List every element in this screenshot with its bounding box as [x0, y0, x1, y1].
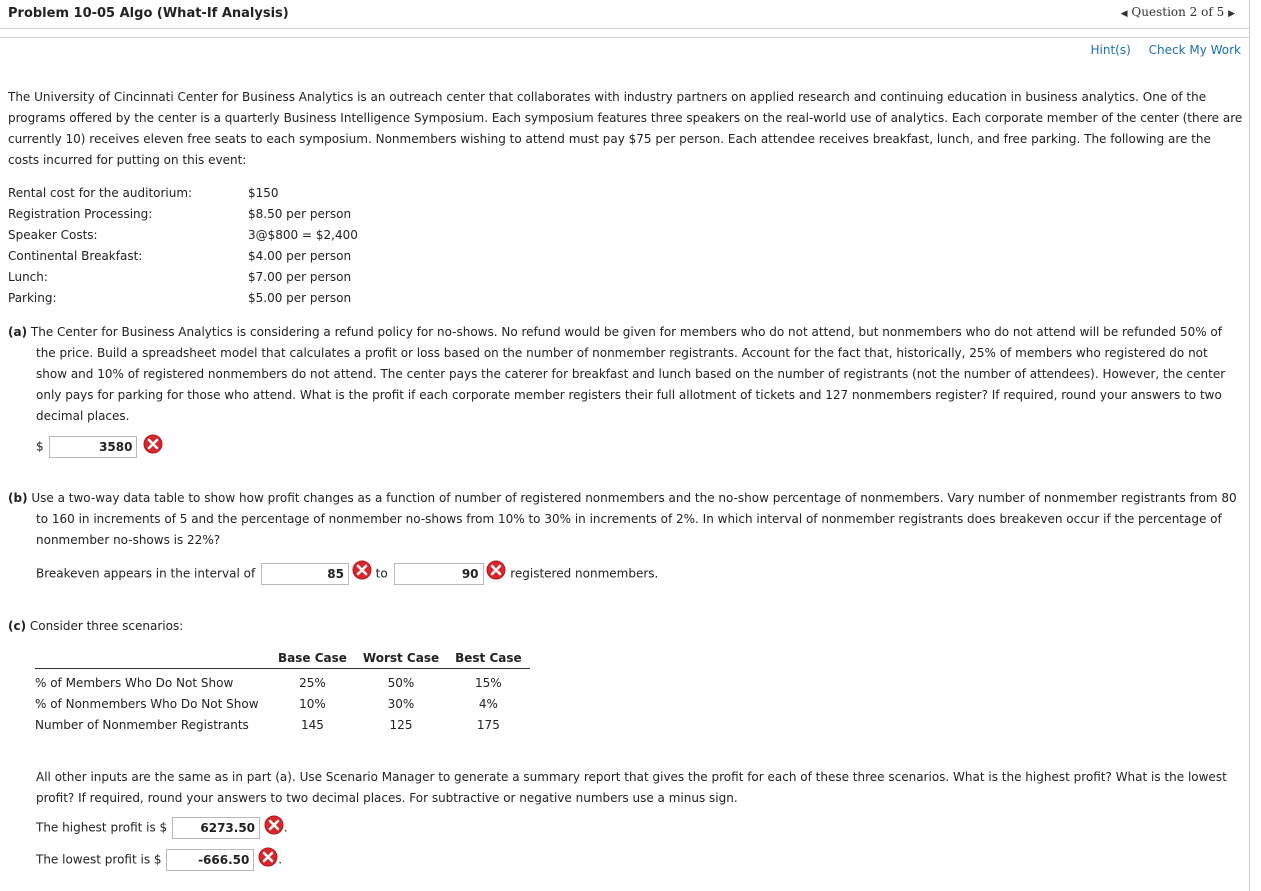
- cost-label: Rental cost for the auditorium:: [8, 185, 193, 200]
- part-a-answer-row: [36, 436, 163, 458]
- part-a-text: The Center for Business Analytics is considering a refund policy for no-shows. No refund would be given for members who do not attend, but nonmembers who do not attend will be refunded 50% of the price. Build a spreadsheet model that calculates a profit or loss based on the number of nonmember registrants. Account for the fact that, historically, 25% of members who registered do not show and 10% of registered nonmembers do not attend. The center pays the caterer for breakfast and lunch based on the number of registrants (not the number of attendees). However, the center only pays for parking for those who attend. What is the profit if each corporate member registers their full allotment of tickets and 127 nonmembers register? If required, round your answers to two decimal places.: [30, 325, 1226, 423]
- scenario-row-label: % of Nonmembers Who Do Not Show: [35, 696, 259, 711]
- cost-label: Lunch:: [8, 269, 48, 284]
- cost-value: 3@$800 = $2,400: [248, 227, 358, 242]
- costs-table: [8, 182, 358, 308]
- scenario-value: 25%: [299, 675, 326, 690]
- part-a-label: (a): [8, 325, 28, 339]
- problem-header: [0, 0, 1249, 29]
- cost-label: Continental Breakfast:: [8, 248, 143, 263]
- hints-link[interactable]: Hint(s): [1090, 43, 1131, 57]
- problem-intro: The University of Cincinnati Center for Business Analytics is an outreach center that collaborates with industry partners on applied research and continuing education in business analytics. One of the programs offered by the center is a quarterly Business Intelligence Symposium. Each symposium features three speakers on the real-world use of analytics. Each corporate member of the center (there are currently 10) receives eleven free seats to each symposium. Nonmembers wishing to attend must pay $75 per person. Each attendee receives breakfast, lunch, and free parking. The following are the costs incurred for putting on this event:: [8, 90, 1243, 167]
- incorrect-x-icon: [486, 560, 506, 580]
- incorrect-x-icon: [264, 815, 284, 835]
- highest-prefix: The highest profit is $: [36, 820, 168, 835]
- cost-label: Registration Processing:: [8, 206, 153, 221]
- cost-row: [8, 266, 358, 287]
- part-c-text: Consider three scenarios:: [29, 619, 184, 633]
- cost-label: Speaker Costs:: [8, 227, 98, 242]
- cost-label: Parking:: [8, 290, 57, 305]
- scenario-header-blank: [35, 648, 270, 669]
- cost-value: $7.00 per person: [248, 269, 352, 284]
- incorrect-x-icon: [143, 434, 163, 454]
- check-my-work-link[interactable]: Check My Work: [1148, 43, 1241, 57]
- part-a-answer-input[interactable]: 3580: [49, 436, 137, 458]
- cost-value: $5.00 per person: [248, 290, 352, 305]
- scenario-value: 30%: [387, 696, 415, 711]
- cost-row: [8, 203, 358, 224]
- part-b: [8, 488, 1240, 551]
- period: .: [283, 820, 288, 835]
- part-a: [8, 322, 1240, 427]
- question-nav-label: Question 2 of 5: [1131, 5, 1225, 19]
- period: .: [278, 852, 283, 867]
- scenario-row: [35, 693, 530, 714]
- highest-profit-row: [36, 817, 288, 839]
- scenario-value: 125: [389, 717, 413, 732]
- scenario-row-label: Number of Nonmember Registrants: [35, 717, 249, 732]
- breakeven-prefix: Breakeven appears in the interval of: [36, 566, 256, 581]
- scenario-value: 15%: [475, 675, 502, 690]
- scenario-col-best: Best Case: [447, 648, 530, 669]
- scenario-col-base: Base Case: [270, 648, 355, 669]
- scenario-row: [35, 669, 530, 694]
- lowest-profit-row: [36, 849, 282, 871]
- highest-profit-input[interactable]: 6273.50: [172, 817, 260, 839]
- question-nav: [1121, 5, 1235, 19]
- scenario-row-label: % of Members Who Do Not Show: [35, 675, 234, 690]
- prev-question-icon[interactable]: ◀: [1120, 9, 1128, 19]
- part-c-text2: All other inputs are the same as in part (a). Use Scenario Manager to generate a summary report that gives the profit for each of these three scenarios. What is the highest profit? What is the lowest profit? If required, round your answers to two decimal places. For subtractive or negative numbers use a minus sign.: [36, 770, 1227, 805]
- part-b-text: Use a two-way data table to show how profit changes as a function of number of registered nonmembers and the no-show percentage of nonmembers. Vary number of nonmember registrants from 80 to 160 in increments of 5 and the percentage of nonmember no-shows from 10% to 30% in increments of 2%. In which interval of nonmember registrants does breakeven occur if the percentage of nonmember no-shows is 22%?: [31, 491, 1237, 547]
- breakeven-to: to: [375, 566, 388, 581]
- help-links: [1076, 43, 1241, 57]
- lowest-prefix: The lowest profit is $: [36, 852, 162, 867]
- scenario-col-worst: Worst Case: [355, 648, 447, 669]
- lowest-profit-input[interactable]: -666.50: [166, 849, 254, 871]
- scenario-value: 145: [300, 717, 324, 732]
- part-b-answer-row: [36, 563, 658, 585]
- scenario-value: 4%: [478, 696, 498, 711]
- part-b-label: (b): [8, 491, 28, 505]
- part-c-label: (c): [8, 619, 27, 633]
- part-c: [8, 616, 1240, 637]
- cost-value: $4.00 per person: [248, 248, 352, 263]
- cost-value: $150: [248, 185, 279, 200]
- cost-row: [8, 245, 358, 266]
- breakeven-high-input[interactable]: 90: [394, 563, 484, 585]
- header-divider: [0, 37, 1249, 38]
- next-question-icon[interactable]: ▶: [1228, 9, 1235, 19]
- scenario-row: [35, 714, 530, 735]
- scenario-value: 10%: [299, 696, 326, 711]
- scenario-value: 50%: [387, 675, 415, 690]
- cost-row: [8, 287, 358, 308]
- breakeven-low-input[interactable]: 85: [261, 563, 349, 585]
- cost-row: [8, 224, 358, 245]
- incorrect-x-icon: [352, 560, 372, 580]
- cost-row: [8, 182, 358, 203]
- scenario-value: 175: [476, 717, 500, 732]
- breakeven-suffix: registered nonmembers.: [510, 566, 659, 581]
- problem-title: Problem 10-05 Algo (What-If Analysis): [8, 6, 289, 21]
- scenarios-table: [35, 648, 530, 735]
- currency-symbol: $: [36, 439, 44, 454]
- cost-value: $8.50 per person: [248, 206, 352, 221]
- incorrect-x-icon: [258, 847, 278, 867]
